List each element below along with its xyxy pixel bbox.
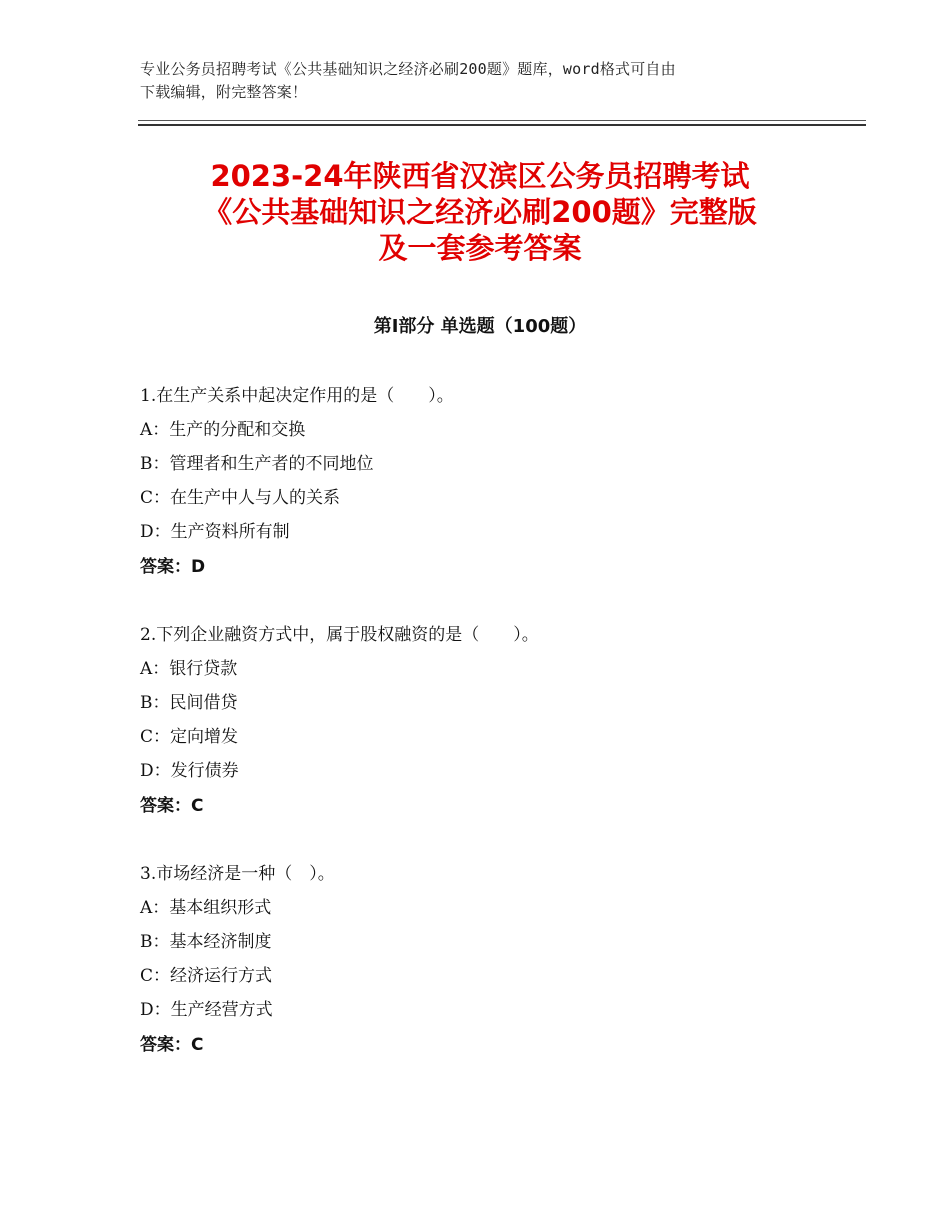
question-2-option-a: A：银行贷款 [140,659,238,679]
title-line-1: 2023-24年陕西省汉滨区公务员招聘考试 [210,159,750,193]
header-divider-thin [138,120,866,121]
document-title [130,158,830,266]
question-1-option-d: D：生产资料所有制 [140,522,290,542]
question-3-option-c: C：经济运行方式 [140,966,273,986]
title-line-2: 《公共基础知识之经济必刷200题》完整版 [203,195,757,229]
section-heading: 第Ⅰ部分 单选题（100题） [373,316,587,337]
header-divider-thick [138,124,866,126]
title-line-3: 及一套参考答案 [378,231,582,265]
question-2-option-d: D：发行债券 [140,761,239,781]
question-2-answer: 答案：C [140,796,204,816]
question-2-stem: 2.下列企业融资方式中，属于股权融资的是（ ）。 [140,625,539,645]
header-note [140,58,820,104]
question-1-answer: 答案：D [140,557,206,577]
header-note-line-1: 专业公务员招聘考试《公共基础知识之经济必刷200题》题库，word格式可自由 [140,60,676,78]
header-note-line-2: 下载编辑，附完整答案！ [140,83,308,101]
question-2-option-c: C：定向增发 [140,727,239,747]
question-2-option-b: B：民间借贷 [140,693,238,713]
question-3-option-a: A：基本组织形式 [140,898,272,918]
question-1-option-a: A：生产的分配和交换 [140,420,306,440]
question-3-option-b: B：基本经济制度 [140,932,272,952]
question-3-option-d: D：生产经营方式 [140,1000,273,1020]
question-1-option-b: B：管理者和生产者的不同地位 [140,454,374,474]
question-3-answer: 答案：C [140,1035,204,1055]
question-1-stem: 1.在生产关系中起决定作用的是（ ）。 [140,386,454,406]
question-1-option-c: C：在生产中人与人的关系 [140,488,341,508]
question-3-stem: 3.市场经济是一种（ ）。 [140,864,335,884]
